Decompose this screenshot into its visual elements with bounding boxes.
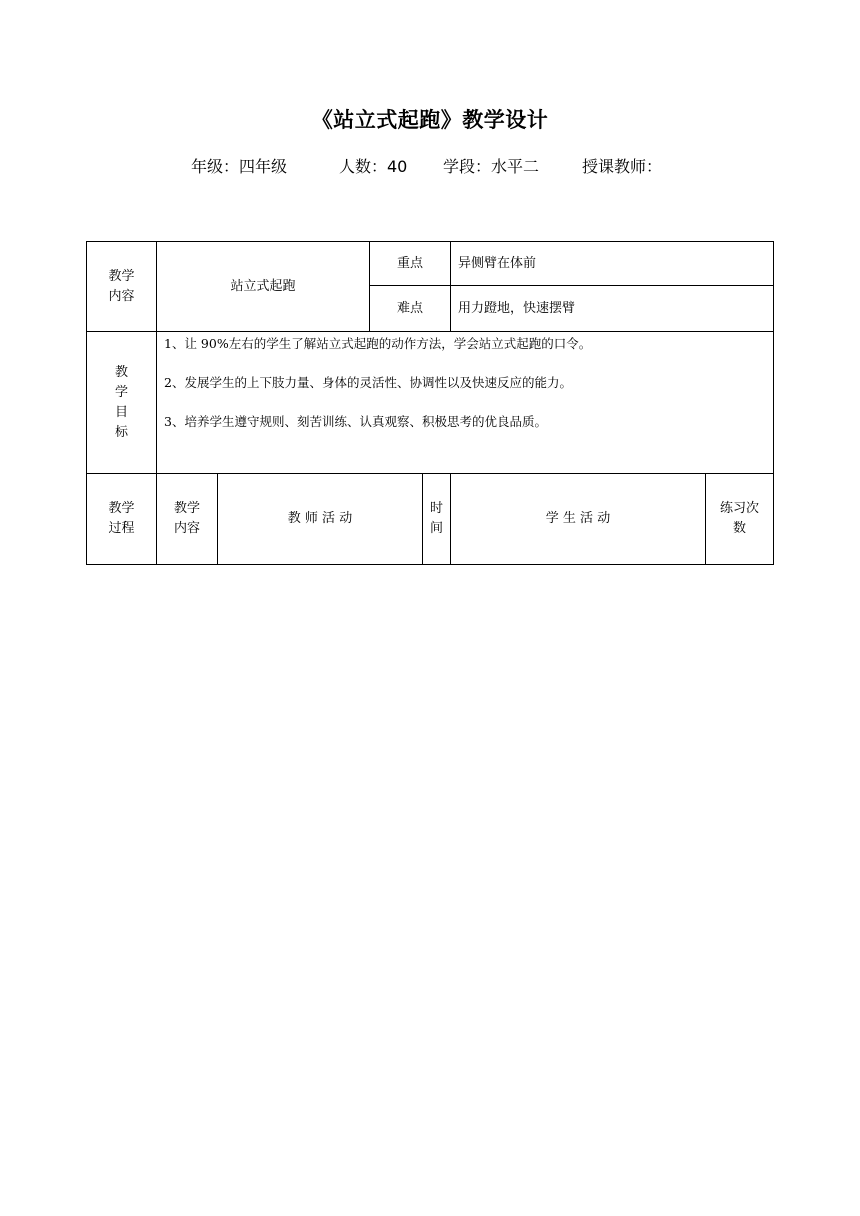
content-value-cell bbox=[156, 241, 370, 332]
meta-stage: 学段：水平二 bbox=[443, 157, 540, 176]
difficulty-value-cell bbox=[450, 285, 774, 332]
meta-teacher: 授课教师： bbox=[582, 157, 663, 176]
key-label: 重点 bbox=[396, 255, 423, 271]
student-activity-header-cell bbox=[450, 473, 706, 565]
time-header-line1: 时 bbox=[429, 501, 443, 516]
meta-grade: 年级：四年级 bbox=[191, 157, 288, 176]
practice-count-header-cell bbox=[705, 473, 774, 565]
content-header-line1: 教学 bbox=[108, 268, 135, 284]
content-header-line2: 内容 bbox=[108, 288, 135, 304]
meta-student-count: 人数：40 bbox=[339, 157, 408, 176]
difficulty-label: 难点 bbox=[396, 300, 423, 316]
difficulty-label-cell bbox=[369, 285, 451, 332]
difficulty-value: 用力蹬地，快速摆臂 bbox=[458, 300, 576, 316]
content-value: 站立式起跑 bbox=[230, 278, 296, 294]
objectives-cell bbox=[156, 331, 774, 474]
process-content-line2: 内容 bbox=[173, 521, 200, 536]
objectives-header-cell bbox=[86, 331, 157, 474]
objectives-header-char: 教 bbox=[114, 364, 128, 380]
teacher-activity-header: 教 师 活 动 bbox=[287, 511, 353, 526]
document-title: 《站立式起跑》教学设计 bbox=[311, 108, 549, 132]
objectives-header-char: 学 bbox=[114, 384, 128, 400]
process-content-header-cell bbox=[156, 473, 218, 565]
process-header-cell bbox=[86, 473, 157, 565]
objectives-header-char: 标 bbox=[114, 424, 128, 440]
student-activity-header: 学 生 活 动 bbox=[545, 511, 611, 526]
objective-item: 3、培养学生遵守规则、刻苦训练、认真观察、积极思考的优良品质。 bbox=[164, 414, 547, 429]
objective-item: 1、让 90%左右的学生了解站立式起跑的动作方法，学会站立式起跑的口令。 bbox=[164, 336, 592, 351]
time-header-line2: 间 bbox=[429, 521, 443, 536]
objective-item: 2、发展学生的上下肢力量、身体的灵活性、协调性以及快速反应的能力。 bbox=[164, 375, 572, 390]
practice-count-line1: 练习次 bbox=[719, 501, 759, 516]
process-header-line1: 教学 bbox=[108, 501, 135, 516]
key-value: 异侧臂在体前 bbox=[458, 255, 537, 271]
key-value-cell bbox=[450, 241, 774, 286]
time-header-cell bbox=[422, 473, 451, 565]
content-header-cell bbox=[86, 241, 157, 332]
objectives-header-char: 目 bbox=[114, 404, 128, 420]
practice-count-line2: 数 bbox=[732, 521, 746, 536]
teacher-activity-header-cell bbox=[217, 473, 423, 565]
key-label-cell bbox=[369, 241, 451, 286]
process-content-line1: 教学 bbox=[173, 501, 200, 516]
process-header-line2: 过程 bbox=[108, 521, 135, 536]
